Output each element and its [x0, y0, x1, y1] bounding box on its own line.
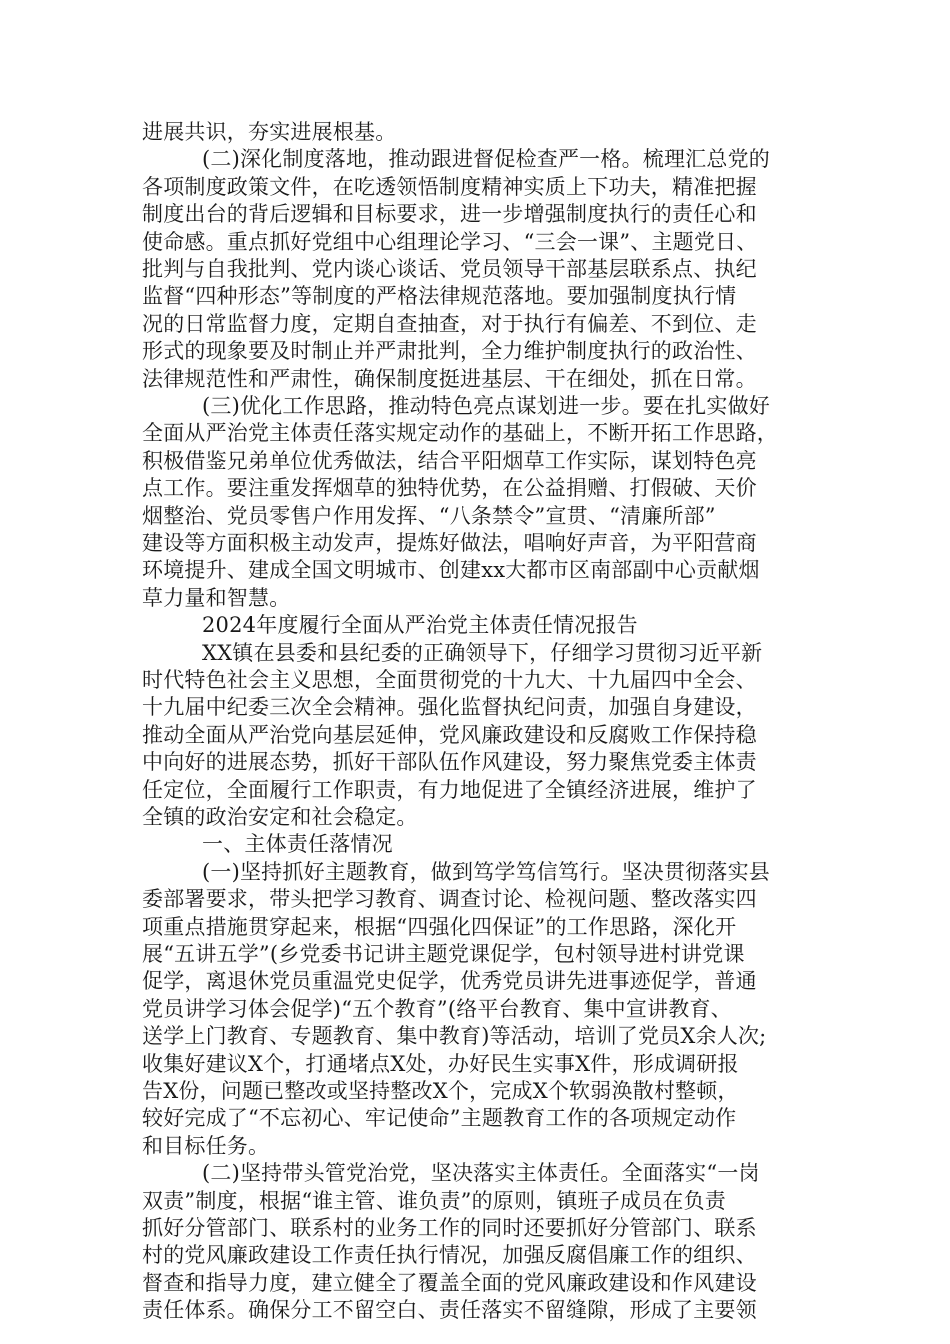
- text-line: 法律规范性和严肃性，确保制度挺进基层、干在细处，抓在日常。: [142, 367, 757, 391]
- text-line: 各项制度政策文件，在吃透领悟制度精神实质上下功夫，精准把握: [142, 175, 757, 199]
- text-line: (二)深化制度落地，推动跟进督促检查严一格。梳理汇总党的: [202, 147, 770, 171]
- text-line: XX镇在县委和县纪委的正确领导下，仔细学习贯彻习近平新: [202, 641, 763, 665]
- text-line: 全镇的政治安定和社会稳定。: [142, 805, 418, 829]
- text-line: 积极借鉴兄弟单位优秀做法，结合平阳烟草工作实际，谋划特色亮: [142, 449, 757, 473]
- text-line: 委部署要求，带头把学习教育、调查讨论、检视问题、整改落实四: [142, 887, 757, 911]
- text-line: 一、主体责任落情况: [202, 832, 393, 856]
- text-line: 使命感。重点抓好党组中心组理论学习、“三会一课”、主题党日、: [142, 230, 758, 254]
- text-line: 告X份，问题已整改或坚持整改X个，完成X个软弱涣散村整顿，: [142, 1079, 739, 1103]
- text-line: 较好完成了“不忘初心、牢记使命”主题教育工作的各项规定动作: [142, 1106, 737, 1130]
- text-line: 制度出台的背后逻辑和目标要求，进一步增强制度执行的责任心和: [142, 202, 757, 226]
- text-line: 十九届中纪委三次全会精神。强化监督执纪问责，加强自身建设，: [142, 695, 757, 719]
- text-line: 草力量和智慧。: [142, 586, 291, 610]
- text-line: 抓好分管部门、联系村的业务工作的同时还要抓好分管部门、联系: [142, 1216, 757, 1240]
- text-line: (三)优化工作思路，推动特色亮点谋划进一步。要在扎实做好: [202, 394, 770, 418]
- text-line: 和目标任务。: [142, 1134, 270, 1158]
- text-line: 送学上门教育、专题教育、集中教育)等活动，培训了党员X余人次;: [142, 1024, 767, 1048]
- text-line: 村的党风廉政建设工作责任执行情况，加强反腐倡廉工作的组织、: [142, 1243, 757, 1267]
- text-line: 环境提升、建成全国文明城市、创建xx大都市区南部副中心贡献烟: [142, 558, 760, 582]
- text-line: 形式的现象要及时制止并严肃批判，全力维护制度执行的政治性、: [142, 339, 757, 363]
- text-line: 时代特色社会主义思想，全面贯彻党的十九大、十九届四中全会、: [142, 668, 757, 692]
- text-line: 烟整治、党员零售户作用发挥、“八条禁令”宣贯、“清廉所部”: [142, 504, 716, 528]
- text-line: 况的日常监督力度，定期自查抽查，对于执行有偏差、不到位、走: [142, 312, 757, 336]
- text-line: 双责”制度，根据“谁主管、谁负责”的原则，镇班子成员在负责: [142, 1189, 727, 1213]
- text-line: 点工作。要注重发挥烟草的独特优势，在公益捐赠、打假破、天价: [142, 476, 757, 500]
- text-line: 任定位，全面履行工作职责，有力地促进了全镇经济进展，维护了: [142, 778, 757, 802]
- text-line: (一)坚持抓好主题教育，做到笃学笃信笃行。坚决贯彻落实县: [202, 860, 770, 884]
- text-line: (二)坚持带头管党治党，坚决落实主体责任。全面落实“一岗: [202, 1161, 760, 1185]
- text-line: 全面从严治党主体责任落实规定动作的基础上，不断开拓工作思路，: [142, 421, 778, 445]
- text-line: 进展共识，夯实进展根基。: [142, 120, 397, 144]
- text-line: 批判与自我批判、党内谈心谈话、党员领导干部基层联系点、执纪: [142, 257, 757, 281]
- text-line: 促学，离退休党员重温党史促学，优秀党员讲先进事迹促学，普通: [142, 969, 757, 993]
- text-line: 2024年度履行全面从严治党主体责任情况报告: [202, 613, 638, 637]
- text-line: 党员讲学习体会促学)“五个教育”(络平台教育、集中宣讲教育、: [142, 997, 732, 1021]
- text-line: 展“五讲五学”(乡党委书记讲主题党课促学，包村领导进村讲党课: [142, 942, 745, 966]
- text-line: 中向好的进展态势，抓好干部队伍作风建设，努力聚焦党委主体责: [142, 750, 757, 774]
- text-line: 督查和指导力度，建立健全了覆盖全面的党风廉政建设和作风建设: [142, 1271, 757, 1295]
- text-line: 推动全面从严治党向基层延伸，党风廉政建设和反腐败工作保持稳: [142, 723, 757, 747]
- text-line: 监督“四种形态”等制度的严格法律规范落地。要加强制度执行情: [142, 284, 737, 308]
- text-line: 建设等方面积极主动发声，提炼好做法，唱响好声音，为平阳营商: [142, 531, 757, 555]
- text-line: 收集好建议X个，打通堵点X处，办好民生实事X件，形成调研报: [142, 1052, 739, 1076]
- text-line: 责任体系。确保分工不留空白、责任落实不留缝隙，形成了主要领: [142, 1298, 757, 1322]
- text-line: 项重点措施贯穿起来，根据“四强化四保证”的工作思路，深化开: [142, 915, 737, 939]
